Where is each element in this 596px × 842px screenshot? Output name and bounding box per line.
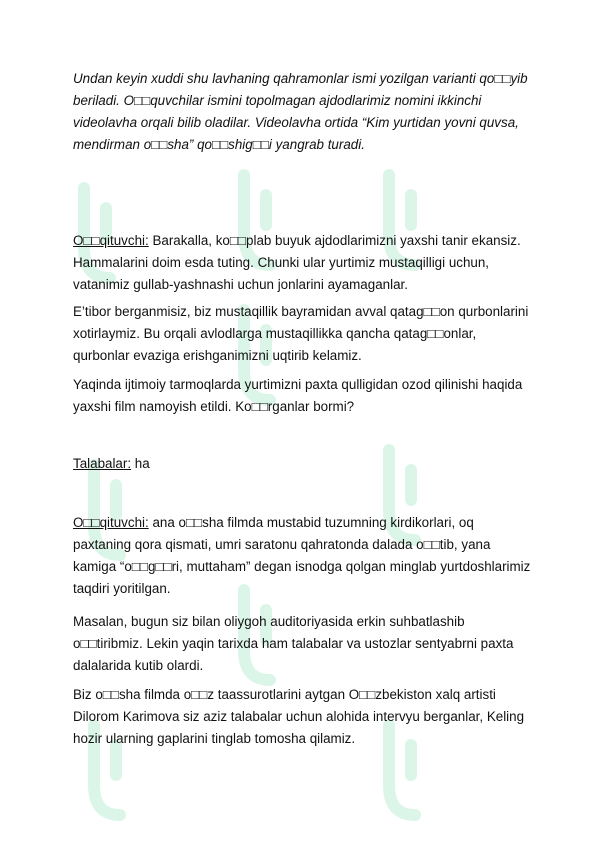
speaker-students: Talabalar: — [73, 456, 132, 471]
students-reply-text: ha — [131, 456, 150, 471]
intro-text: Undan keyin xuddi shu lavhaning qahramonlar ismi yozilgan varianti qo□□yib beriladi. O□□quvchilar ismini topolmagan ajdodlarimiz nomini ikkinchi videolavha orqali bilib oladilar. Videolavha ortida “Kim yurtidan yovni quvsa, mendirman o□□sha” qo□□shig□□i yangrab turadi. — [73, 71, 528, 152]
paragraph-repression — [73, 301, 533, 367]
teacher-remark-1-text: Barakalla, ko□□plab buyuk ajdodlarimizni yaxshi tanir ekansiz. Hammalarini doim esda tuting. Chunki ular yurtimiz mustaqilligi uchun, vatanimiz gullab-yashnashi uchun jonlarini ayamaganlar. — [73, 233, 521, 292]
paragraph-film-text: Yaqinda ijtimoiy tarmoqlarda yurtimizni paxta qulligidan ozod qilinishi haqida yaxshi film namoyish etildi. Ko□□rganlar bormi? — [73, 377, 523, 414]
teacher-remark-2-text: ana o□□sha filmda mustabid tuzumning kirdikorlari, oq paxtaning qora qismati, umri saratonu qahratonda dalada o□□tib, yana kamiga “o□□g□□ri, muttaham” degan isnodga qolgan minglab yurtdoshlarimiz taqdiri yoritilgan. — [73, 515, 531, 596]
students-reply — [73, 453, 533, 475]
speaker-teacher: O□□qituvchi: — [73, 233, 149, 248]
paragraph-film — [73, 374, 533, 418]
teacher-remark-2 — [73, 512, 533, 600]
paragraph-interview-text: Biz o□□sha filmda o□□z taassurotlarini aytgan O□□zbekiston xalq artisti Dilorom Karimova siz aziz talabalar uchun alohida intervyu berganlar, Keling hozir ularning gaplarini tinglab tomosha qilamiz. — [73, 687, 525, 746]
teacher-remark-1 — [73, 230, 533, 296]
paragraph-repression-text: E’tibor berganmisiz, biz mustaqillik bayramidan avval qatag□□on qurbonlarini xotirlaymiz. Bu orqali avlodlarga mustaqillikka qancha qatag□□onlar, qurbonlar evaziga erishganimizni uqtirib kelamiz. — [73, 304, 529, 363]
speaker-teacher: O□□qituvchi: — [73, 515, 149, 530]
intro-paragraph — [73, 68, 533, 156]
paragraph-auditorium — [73, 611, 533, 677]
paragraph-auditorium-text: Masalan, bugun siz bilan oliygoh auditoriyasida erkin suhbatlashib o□□tiribmiz. Lekin yaqin tarixda ham talabalar va ustozlar sentyabrni paxta dalalarida kutib olardi. — [73, 614, 514, 673]
paragraph-interview — [73, 684, 533, 750]
